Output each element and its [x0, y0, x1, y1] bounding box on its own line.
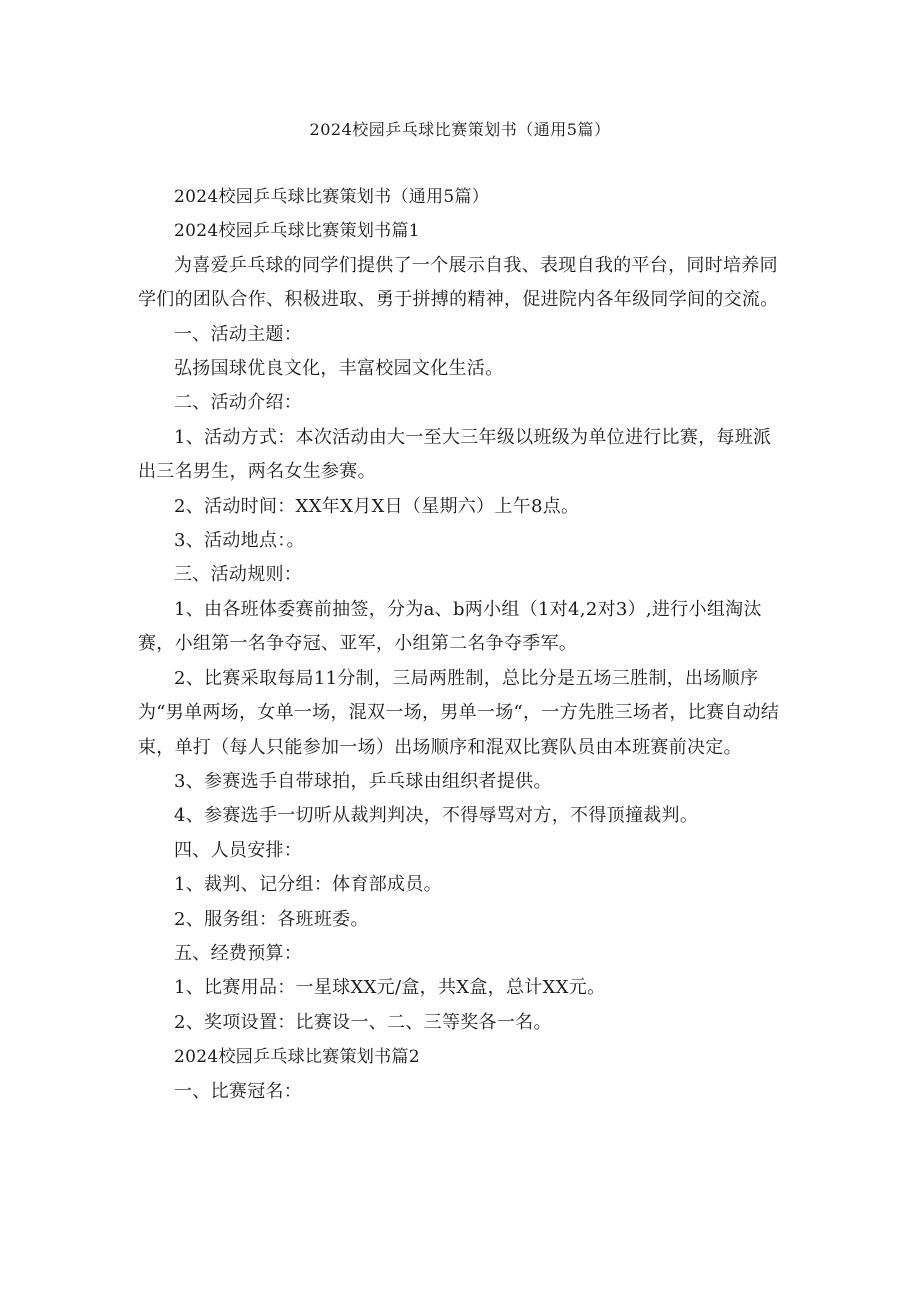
paragraph: 四、人员安排： [174, 839, 303, 861]
paragraph: 1、由各班体委赛前抽签，分为a、b两小组（1对4,2对3）,进行小组淘汰赛，小组第一名争夺冠、亚军，小组第二名争夺季军。 [138, 598, 762, 655]
paragraph: 3、活动地点：。 [174, 530, 305, 552]
paragraph-subtitle: 2024校园乒乓球比赛策划书（通用5篇） [174, 187, 490, 207]
paragraph: 2、活动时间：XX年X月X日（星期六）上午8点。 [174, 495, 580, 517]
paragraph: 弘扬国球优良文化，丰富校园文化生活。 [174, 358, 504, 380]
paragraph: 一、活动主题： [174, 323, 303, 345]
paragraph: 1、裁判、记分组：体育部成员。 [174, 874, 442, 896]
paragraph: 2、服务组：各班班委。 [174, 908, 369, 930]
paragraph: 二、活动介绍： [174, 392, 303, 414]
paragraph: 1、比赛用品：一星球XX元/盒，共X盒，总计XX元。 [174, 977, 606, 999]
paragraph: 1、活动方式：本次活动由大一至大三年级以班级为单位进行比赛，每班派出三名男生，两名女生参赛。 [138, 426, 772, 483]
paragraph: 3、参赛选手自带球拍，乒乓球由组织者提供。 [174, 770, 552, 792]
paragraph: 2、奖项设置：比赛设一、二、三等奖各一名。 [174, 1011, 552, 1033]
paragraph: 一、比赛冠名： [174, 1080, 303, 1102]
paragraph: 为喜爱乒乓球的同学们提供了一个展示自我、表现自我的平台，同时培养同学们的团队合作、积极进取、勇于拼搏的精神，促进院内各年级同学间的交流。 [138, 254, 779, 311]
paragraph: 2、比赛采取每局11分制，三局两胜制，总比分是五场三胜制，出场顺序为“男单两场，女单一场，混双一场，男单一场“，一方先胜三场者，比赛自动结束，单打（每人只能参加一场）出场顺序和混双比赛队员由本班赛前决定。 [138, 667, 780, 758]
document-body [138, 180, 788, 1109]
paragraph: 4、参赛选手一切听从裁判判决，不得辱骂对方，不得顶撞裁判。 [174, 805, 699, 827]
paragraph: 五、经费预算： [174, 942, 303, 964]
paragraph: 三、活动规则： [174, 564, 303, 586]
paragraph-section-title: 2024校园乒乓球比赛策划书篇1 [174, 221, 420, 242]
paragraph-section-title: 2024校园乒乓球比赛策划书篇2 [174, 1047, 420, 1068]
document-title: 2024校园乒乓球比赛策划书（通用5篇） [309, 120, 611, 139]
